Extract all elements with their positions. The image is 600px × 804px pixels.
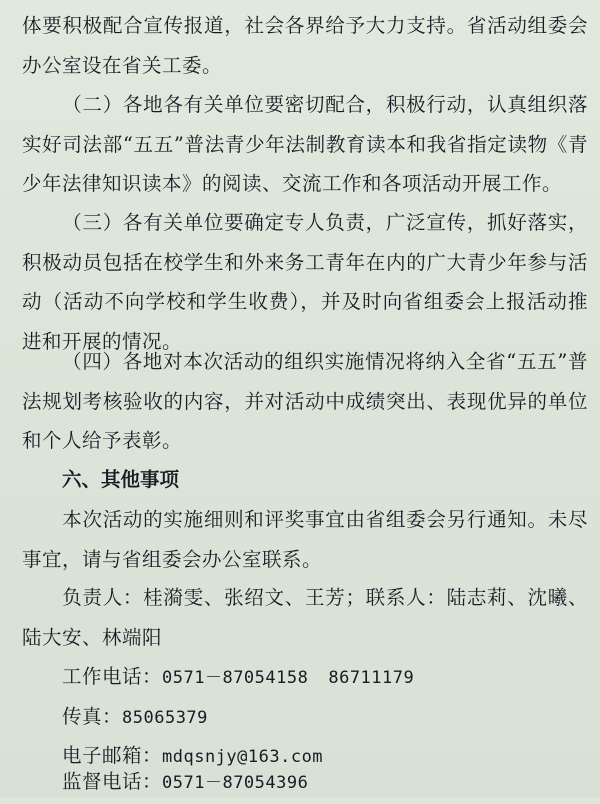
paragraph-five-text: 本次活动的实施细则和评奖事宜由省组委会另行通知。未尽事宜，请与省组委会办公室联系。 [22, 508, 588, 571]
email-value: mdqsnjy@163.com [162, 747, 324, 767]
email-label: 电子邮箱： [62, 744, 163, 767]
paragraph-four-text: （四）各地对本次活动的组织实施情况将纳入全省“五五”普法规划考核验收的内容，并对活动中成绩突出、表现优异的单位和个人给予表彰。 [22, 350, 588, 452]
work-phone-value: 0571－87054158 [162, 668, 309, 688]
supervision-phone-line [62, 762, 308, 804]
fax-line [62, 697, 208, 739]
paragraph-five [22, 500, 588, 579]
responsible-persons-text: 负责人：桂漪雯、张绍文、王芳；联系人：陆志莉、沈曦、陆大安、林端阳 [22, 586, 588, 649]
work-phone-label: 工作电话： [62, 665, 163, 688]
paragraph-two [22, 85, 588, 204]
paragraph-three-text: （三）各有关单位要确定专人负责，广泛宣传，抓好落实，积极动员包括在校学生和外来务工青年在内的广大青少年参与活动（活动不向学校和学生收费），并及时向省组委会上报活动推进和开展的情况。 [22, 211, 588, 353]
paragraph-responsible [22, 578, 588, 657]
section-heading-other-matters: 六、其他事项 [62, 468, 180, 491]
work-phone-value-2: 86711179 [328, 668, 415, 688]
supervision-phone-value: 0571－87054396 [162, 773, 309, 793]
intro-paragraph [22, 6, 588, 85]
supervision-phone-label: 监督电话： [62, 770, 163, 793]
intro-text: 体要积极配合宣传报道，社会各界给予大力支持。省活动组委会办公室设在省关工委。 [22, 14, 588, 77]
work-phone-line [62, 657, 414, 699]
fax-value: 85065379 [122, 708, 208, 728]
paragraph-two-text: （二）各地各有关单位要密切配合，积极行动，认真组织落实好司法部“五五”普法青少年法制教育读本和我省指定读物《青少年法律知识读本》的阅读、交流工作和各项活动开展工作。 [22, 93, 588, 195]
paragraph-three [22, 203, 588, 361]
fax-label: 传真： [62, 705, 123, 728]
paragraph-four [22, 342, 588, 461]
